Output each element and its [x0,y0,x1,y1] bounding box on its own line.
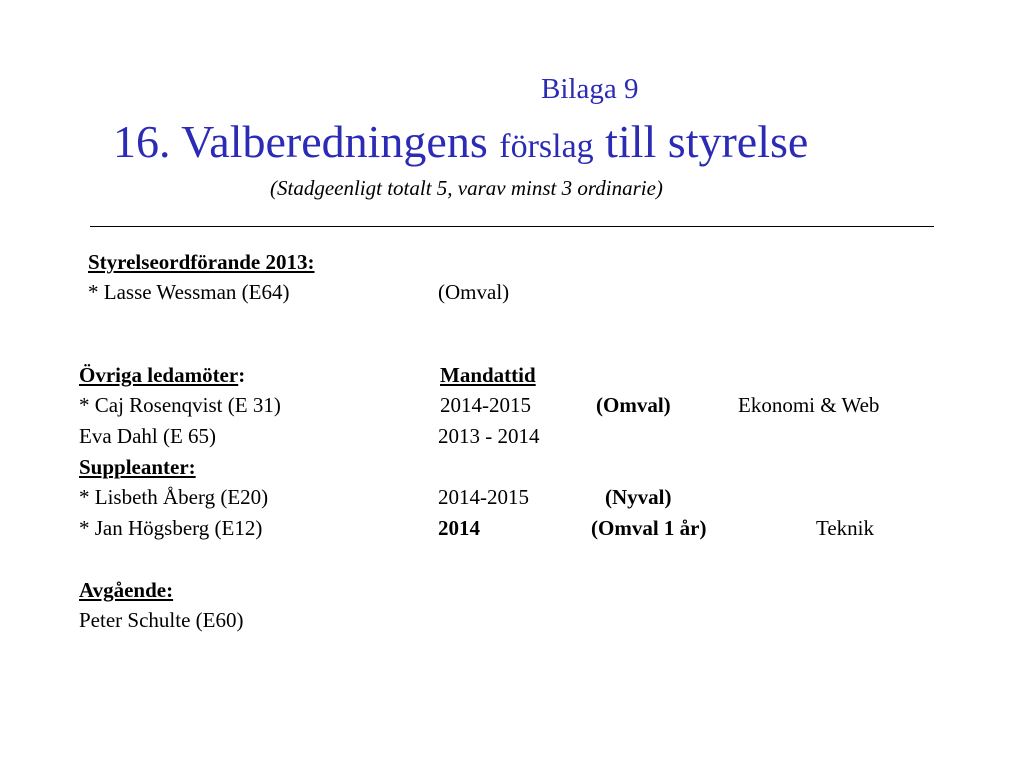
member-row-1-name: * Caj Rosenqvist (E 31) [79,393,281,417]
substitute-row-1-term: 2014-2015 [438,485,529,509]
horizontal-divider [90,226,934,227]
title-part-3: till styrelse [593,116,809,167]
chair-heading: Styrelseordförande 2013: [88,250,315,274]
member-row-2-name: Eva Dahl (E 65) [79,424,217,448]
substitute-row-2-name: * Jan Högsberg (E12) [79,516,263,540]
members-heading-colon: : [238,363,246,387]
members-heading [79,360,245,390]
member-row-2-term: 2013 - 2014 [438,424,540,448]
substitute-row-2-term: 2014 [438,516,480,540]
member-row-1-status: (Omval) [596,393,671,417]
departing-heading: Avgående: [79,578,174,602]
substitute-row-2-status: (Omval 1 år) [591,516,707,540]
members-heading-label: Övriga ledamöter [79,363,239,387]
substitute-row-1-name: * Lisbeth Åberg (E20) [79,485,269,509]
member-row-1-term: 2014-2015 [440,393,531,417]
title-part-2: förslag [499,128,594,165]
substitute-row-1-status: (Nyval) [605,485,672,509]
substitutes-heading: Suppleanter: [79,455,196,479]
term-heading-label: Mandattid [440,363,536,387]
appendix-label: Bilaga 9 [541,73,639,105]
chair-name: * Lasse Wessman (E64) [88,280,290,304]
chair-status: (Omval) [438,280,510,304]
page-title [113,112,808,177]
page-subtitle: (Stadgeenligt totalt 5, varav minst 3 ordinarie) [270,176,663,200]
title-part-1: 16. Valberedningens [113,116,500,167]
departing-name: Peter Schulte (E60) [79,608,244,632]
substitute-row-2-role: Teknik [816,516,875,540]
member-row-1-role: Ekonomi & Web [738,393,880,417]
term-heading [440,360,590,390]
